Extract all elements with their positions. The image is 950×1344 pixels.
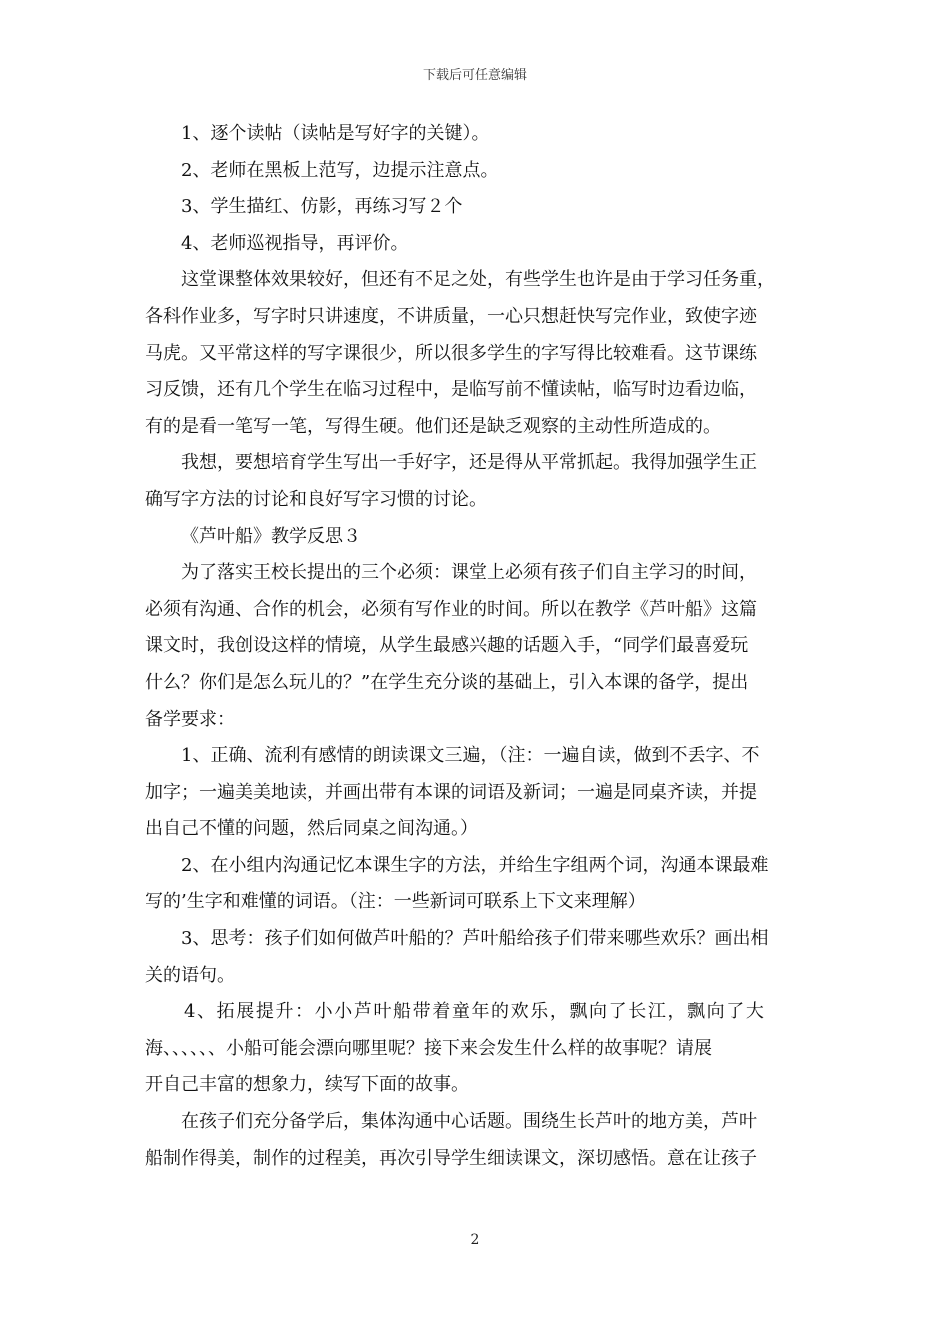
paragraph-line: 写的’生字和难懂的词语。（注：一些新词可联系上下文来理解） — [145, 891, 646, 913]
paragraph-line: 必须有沟通、合作的机会，必须有写作业的时间。所以在教学《芦叶船》这篇 — [145, 598, 757, 620]
paragraph-line: 这堂课整体效果较好，但还有不足之处，有些学生也许是由于学习任务重， — [181, 269, 775, 291]
paragraph-line: 马虎。又平常这样的写字课很少，所以很多学生的字写得比较难看。这节课练 — [145, 342, 757, 364]
paragraph-line: 2、在小组内沟通记忆本课生字的方法，并给生字组两个词，沟通本课最难 — [181, 854, 769, 876]
page-number: 2 — [470, 1232, 480, 1248]
paragraph-line: 4、老师巡视指导，再评价。 — [181, 232, 409, 254]
paragraph-line: 确写字方法的讨论和良好写字习惯的讨论。 — [145, 488, 487, 510]
section-title: 《芦叶船》教学反思３ — [181, 525, 361, 547]
paragraph-line: 3、学生描红、仿影，再练习写２个 — [181, 196, 463, 218]
paragraph-line: 出自己不懂的问题，然后同桌之间沟通。） — [145, 818, 478, 840]
paragraph-line: 我想，要想培育学生写出一手好字，还是得从平常抓起。我得加强学生正 — [181, 452, 757, 474]
paragraph-line: 1、逐个读帖（读帖是写好字的关键）。 — [181, 123, 490, 144]
paragraph-line: 2、老师在黑板上范写，边提示注意点。 — [181, 159, 499, 181]
paragraph-line: 加字；一遍美美地读，并画出带有本课的词语及新词；一遍是同桌齐读，并提 — [145, 781, 757, 803]
paragraph-line: 海、、、、、、小船可能会漂向哪里呢？接下来会发生什么样的故事呢？请展 — [145, 1037, 712, 1059]
paragraph-line: 习反馈，还有几个学生在临习过程中，是临写前不懂读帖，临写时边看边临， — [145, 379, 757, 401]
paragraph-line: 备学要求： — [145, 708, 235, 730]
paragraph-line: 什么？你们是怎么玩儿的？”在学生充分谈的基础上，引入本课的备学，提出 — [145, 671, 749, 693]
paragraph-line: 关的语句。 — [145, 964, 235, 986]
page-header: 下载后可任意编辑 — [422, 68, 527, 83]
paragraph-line: 3、思考：孩子们如何做芦叶船的？芦叶船给孩子们带来哪些欢乐？画出相 — [181, 928, 769, 950]
paragraph-line: 为了落实王校长提出的三个必须：课堂上必须有孩子们自主学习的时间， — [181, 562, 757, 584]
paragraph-line: 各科作业多，写字时只讲速度，不讲质量，一心只想赶快写完作业，致使字迹 — [145, 305, 757, 327]
paragraph-line: 4、拓展提升：小小芦叶船带着童年的欢乐，飘向了长江，飘向了大 — [184, 1001, 766, 1023]
paragraph-line: 开自己丰富的想象力，续写下面的故事。 — [145, 1074, 469, 1096]
paragraph-line: 1、正确、流利有感情的朗读课文三遍，（注：一遍自读，做到不丢字、不 — [181, 745, 760, 767]
paragraph-line: 有的是看一笔写一笔，写得生硬。他们还是缺乏观察的主动性所造成的。 — [145, 415, 721, 437]
paragraph-line: 在孩子们充分备学后，集体沟通中心话题。围绕生长芦叶的地方美，芦叶 — [181, 1111, 757, 1133]
document-body — [145, 116, 817, 1177]
paragraph-line: 船制作得美，制作的过程美，再次引导学生细读课文，深切感悟。意在让孩子 — [145, 1147, 757, 1169]
paragraph-line: 课文时，我创设这样的情境，从学生最感兴趣的话题入手，“同学们最喜爱玩 — [145, 635, 749, 657]
